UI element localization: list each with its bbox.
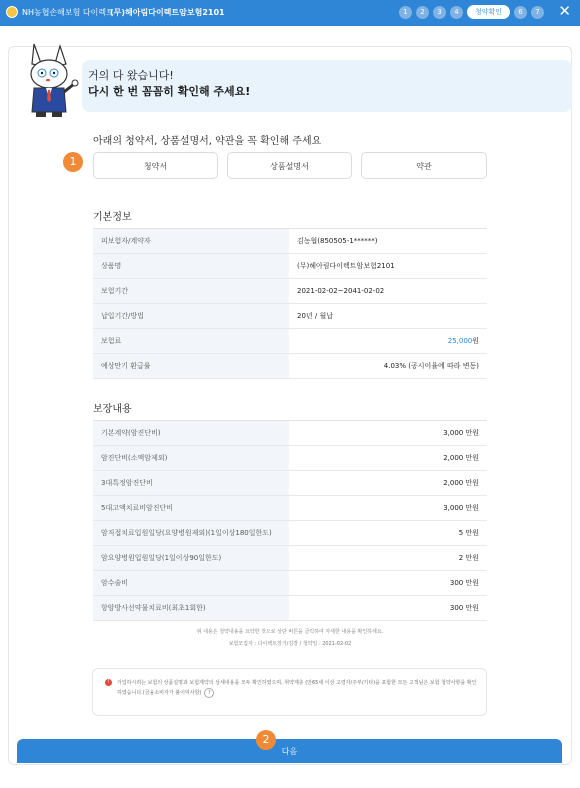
step-badge-2: 2 bbox=[256, 730, 276, 750]
notice-text: 가입하시려는 보험의 상품설명과 보험계약의 상세내용을 모두 확인하였으며, 취약계층 (만65세 이상 고령자/주부/기타)을 포함한 모든 고객님은 보험 청약사항을 확인하였습니다.(금융소비자가 불이익사항) bbox=[117, 680, 477, 696]
brand-name: NH농협손해보험 다이렉트 bbox=[22, 8, 114, 17]
help-icon[interactable]: ? bbox=[204, 688, 214, 698]
row-label: 예상만기 환급률 bbox=[93, 354, 289, 379]
table-row bbox=[93, 546, 487, 571]
table-row bbox=[93, 596, 487, 621]
notice-text-block bbox=[117, 678, 477, 698]
table-row bbox=[93, 329, 487, 354]
table-row bbox=[93, 471, 487, 496]
mascot-icon bbox=[20, 40, 80, 118]
step-1[interactable]: 1 bbox=[399, 6, 412, 19]
row-value: 20년 / 월납 bbox=[289, 304, 487, 329]
table-row bbox=[93, 521, 487, 546]
step-7[interactable]: 7 bbox=[531, 6, 544, 19]
row-label: 3대특정암진단비 bbox=[93, 471, 289, 496]
table-row bbox=[93, 254, 487, 279]
table-row bbox=[93, 279, 487, 304]
row-label: 보험기간 bbox=[93, 279, 289, 304]
row-value: 5 만원 bbox=[289, 521, 487, 546]
row-value: 300 만원 bbox=[289, 571, 487, 596]
table-row bbox=[93, 446, 487, 471]
consent-notice bbox=[92, 668, 487, 716]
row-value: 3,000 만원 bbox=[289, 421, 487, 446]
row-value: 2,000 만원 bbox=[289, 446, 487, 471]
premium-unit: 원 bbox=[472, 337, 479, 345]
row-value: 2,000 만원 bbox=[289, 471, 487, 496]
row-label: 항암방사선약물치료비(최초1회한) bbox=[93, 596, 289, 621]
step-2[interactable]: 2 bbox=[416, 6, 429, 19]
close-icon[interactable]: ✕ bbox=[558, 2, 571, 20]
row-value: 3,000 만원 bbox=[289, 496, 487, 521]
warning-icon: ! bbox=[105, 679, 112, 686]
product-title: (무)헤아림다이렉트암보험2101 bbox=[110, 8, 225, 17]
row-label: 납입기간/방법 bbox=[93, 304, 289, 329]
row-label: 상품명 bbox=[93, 254, 289, 279]
step-3[interactable]: 3 bbox=[433, 6, 446, 19]
premium-amount: 25,000 bbox=[447, 337, 473, 345]
table-row bbox=[93, 229, 487, 254]
step-4[interactable]: 4 bbox=[450, 6, 463, 19]
terms-button[interactable]: 약관 bbox=[361, 152, 487, 179]
coverage-title: 보장내용 bbox=[93, 404, 132, 415]
basic-info-title: 기본정보 bbox=[93, 212, 132, 223]
top-bar bbox=[0, 0, 580, 26]
row-label: 암요양병원입원일당(1일이상90일한도) bbox=[93, 546, 289, 571]
row-label: 기본계약(암진단비) bbox=[93, 421, 289, 446]
step-6[interactable]: 6 bbox=[514, 6, 527, 19]
premium-value bbox=[289, 329, 487, 354]
table-row bbox=[93, 304, 487, 329]
greeting-line-2: 다시 한 번 꼼꼼히 확인해 주세요! bbox=[88, 85, 251, 98]
row-label: 암직접치료입원일당(요양병원제외)(1일이상180일한도) bbox=[93, 521, 289, 546]
row-label: 암진단비(소액암제외) bbox=[93, 446, 289, 471]
row-label: 암수술비 bbox=[93, 571, 289, 596]
greeting-line-1: 거의 다 왔습니다! bbox=[88, 69, 174, 82]
row-label: 피보험자/계약자 bbox=[93, 229, 289, 254]
row-value: (무)헤아림다이렉트암보험2101 bbox=[289, 254, 487, 279]
row-value: 4.03% (공시이율에 따라 변동) bbox=[289, 354, 487, 379]
product-description-button[interactable]: 상품설명서 bbox=[227, 152, 352, 179]
step-indicator bbox=[399, 5, 544, 19]
coverage-table bbox=[93, 420, 487, 621]
row-label: 5대고액치료비암진단비 bbox=[93, 496, 289, 521]
row-value: 300 만원 bbox=[289, 596, 487, 621]
row-label: 보험료 bbox=[93, 329, 289, 354]
footnote-line-2: 보험모집자 : 다이렉트장기/김장 / 청약일 : 2021-02-02 bbox=[228, 641, 352, 647]
next-button[interactable]: 다음 bbox=[17, 739, 562, 763]
row-value: 김농협(850505-1******) bbox=[289, 229, 487, 254]
documents-instruction: 아래의 청약서, 상품설명서, 약관을 꼭 확인해 주세요 bbox=[93, 136, 322, 147]
table-row bbox=[93, 496, 487, 521]
row-value: 2 만원 bbox=[289, 546, 487, 571]
application-form-button[interactable]: 청약서 bbox=[93, 152, 218, 179]
table-row bbox=[93, 421, 487, 446]
basic-info-table bbox=[93, 228, 487, 379]
row-value: 2021-02-02~2041-02-02 bbox=[289, 279, 487, 304]
table-row bbox=[93, 354, 487, 379]
nh-logo-icon bbox=[6, 6, 18, 18]
footnote-line-1: 위 내용은 청약내용을 요약한 것으로 상단 버튼을 클릭하여 자세한 내용을 확인하세요. bbox=[196, 629, 384, 635]
step-badge-1: 1 bbox=[63, 152, 83, 172]
step-5-active[interactable]: 청약확인 bbox=[467, 5, 510, 19]
table-row bbox=[93, 571, 487, 596]
